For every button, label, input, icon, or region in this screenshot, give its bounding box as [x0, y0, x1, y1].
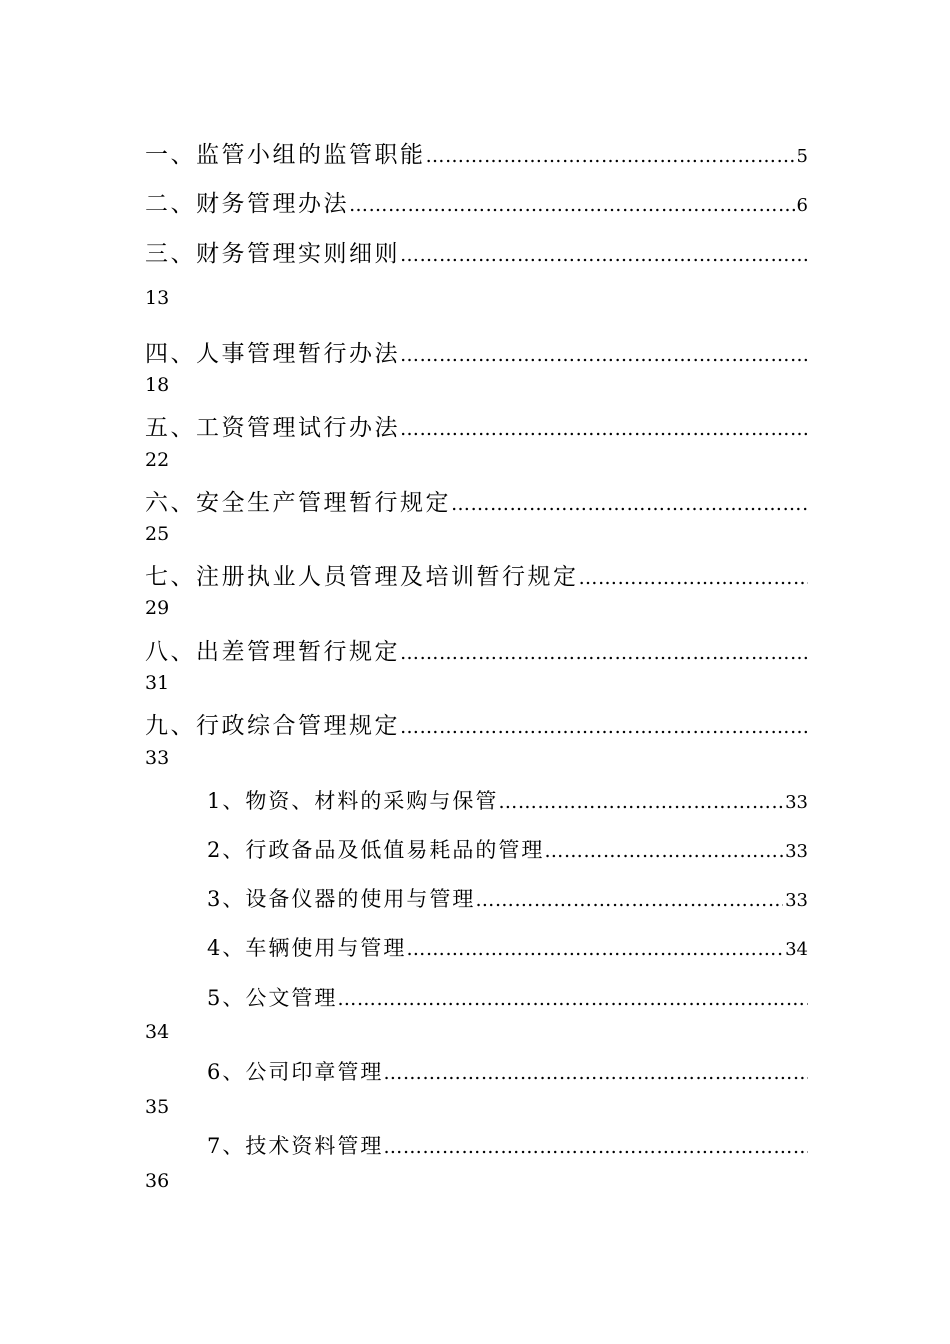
toc-entry-page: 31 [145, 672, 170, 694]
dot-leader [400, 642, 808, 664]
toc-sub-entry-title: 3、设备仪器的使用与管理 [207, 887, 476, 911]
toc-sub-entry[interactable] [207, 1056, 808, 1086]
toc-sub-entry[interactable] [207, 883, 808, 913]
toc-sub-entry-title: 4、车辆使用与管理 [207, 936, 407, 960]
toc-entry-page: 25 [145, 523, 170, 545]
toc-entry-page: 6 [796, 195, 808, 216]
toc-sub-entry[interactable] [207, 932, 808, 962]
dot-leader [400, 716, 808, 738]
dot-leader [498, 791, 783, 813]
toc-entry-title: 一、监管小组的监管职能 [145, 142, 426, 168]
toc-sub-entry-title: 6、公司印章管理 [207, 1060, 384, 1084]
toc-entry-page: 13 [145, 287, 170, 309]
toc-sub-entry[interactable] [207, 834, 808, 864]
toc-sub-entry-title: 7、技术资料管理 [207, 1134, 384, 1158]
toc-entry[interactable] [145, 633, 808, 666]
dot-leader [400, 344, 808, 366]
toc-entry[interactable] [145, 484, 808, 517]
toc-sub-entry-page: 34 [785, 939, 808, 960]
toc-entry-page: 5 [796, 146, 808, 167]
toc-entry[interactable] [145, 335, 808, 368]
toc-entry-title: 八、出差管理暂行规定 [145, 639, 400, 665]
dot-leader [337, 988, 808, 1010]
dot-leader [544, 840, 783, 862]
toc-entry[interactable] [145, 235, 808, 268]
toc-sub-entry-page: 36 [145, 1170, 170, 1192]
toc-entry-page: 33 [145, 747, 170, 769]
toc-entry-title: 四、人事管理暂行办法 [145, 341, 400, 367]
toc-entry-title: 七、注册执业人员管理及培训暂行规定 [145, 564, 579, 590]
toc-sub-entry-page: 34 [145, 1021, 170, 1043]
dot-leader [451, 493, 808, 515]
toc-sub-entry[interactable] [207, 982, 808, 1012]
toc-entry-page: 18 [145, 374, 170, 396]
toc-entry-title: 二、财务管理办法 [145, 191, 349, 217]
toc-entry[interactable] [145, 185, 808, 218]
dot-leader [579, 567, 809, 589]
toc-sub-entry-title: 2、行政备品及低值易耗品的管理 [207, 838, 545, 862]
toc-sub-entry-page: 33 [785, 841, 808, 862]
dot-leader [475, 889, 783, 911]
toc-entry-title: 九、行政综合管理规定 [145, 713, 400, 739]
toc-entry-title: 六、安全生产管理暂行规定 [145, 490, 451, 516]
toc-entry[interactable] [145, 136, 808, 169]
toc-sub-entry-title: 1、物资、材料的采购与保管 [207, 789, 499, 813]
dot-leader [349, 194, 795, 216]
dot-leader [406, 938, 783, 960]
toc-sub-entry-title: 5、公文管理 [207, 986, 338, 1010]
dot-leader [400, 244, 808, 266]
toc-sub-entry-page: 33 [785, 792, 808, 813]
toc-entry-title: 五、工资管理试行办法 [145, 415, 400, 441]
toc-entry[interactable] [145, 558, 808, 591]
toc-entry-title: 三、财务管理实则细则 [145, 241, 400, 267]
toc-sub-entry-page: 35 [145, 1096, 170, 1118]
toc-entry-page: 22 [145, 449, 170, 471]
toc-entry[interactable] [145, 707, 808, 740]
dot-leader [383, 1136, 808, 1158]
dot-leader [383, 1062, 808, 1084]
toc-sub-entry[interactable] [207, 1130, 808, 1160]
dot-leader [426, 145, 795, 167]
toc-sub-entry-page: 33 [785, 890, 808, 911]
toc-entry[interactable] [145, 409, 808, 442]
dot-leader [400, 418, 808, 440]
toc-sub-entry[interactable] [207, 785, 808, 815]
toc-entry-page: 29 [145, 597, 170, 619]
